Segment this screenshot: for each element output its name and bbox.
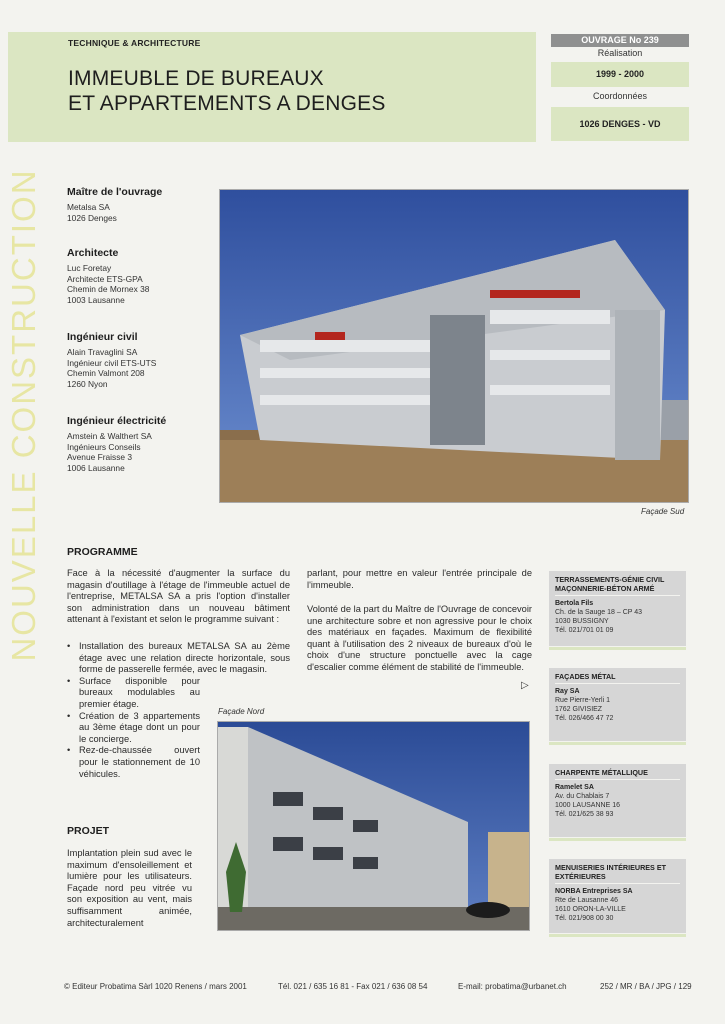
supplier-divider [549,742,686,745]
credit-role: Architecte [67,247,119,259]
credit-line: Alain Travaglini SA [67,347,138,357]
projet-text: Implantation plein sud avec le maximum d'ensoleillement et lumière pour les utilisateurs. Façade nord peu vitrée vu son exposition au vent, mais suffisamment animée, architecturalement [67,848,192,928]
supplier-line: Ch. de la Sauge 18 – CP 43 [555,609,643,616]
page-title [68,66,386,116]
supplier-menuiseries [549,859,686,933]
list-item: • Rez-de-chaussée ouvert pour le stationnement de 10 véhicules. [67,745,200,780]
supplier-charpente [549,764,686,837]
supplier-line: Tél. 021/908 00 30 [555,915,614,922]
supplier-line: Tél. 021/701 01 09 [555,627,614,634]
supplier-category: TERRASSEMENTS-GÉNIE CIVIL MAÇONNERIE-BÉTON ARMÉ [555,575,680,596]
list-item: • Surface disponible pour bureaux modulables au premier étage. [67,676,200,711]
heading-projet: PROJET [67,825,110,837]
heading-programme: PROGRAMME [67,546,138,558]
supplier-name: Ray SA [555,688,580,695]
credit-line: Chemin Valmont 208 [67,368,145,378]
supplier-category: FAÇADES MÉTAL [555,672,680,684]
section-tag: TECHNIQUE & ARCHITECTURE [68,38,201,48]
coordonnees-label: Coordonnées [592,91,648,101]
photo-facade-sud [219,189,689,503]
credit-role: Ingénieur civil [67,331,138,343]
realisation-value: 1999 - 2000 [551,62,689,87]
credit-line: 1003 Lausanne [67,294,125,305]
supplier-line: Rte de Lausanne 46 [555,897,619,904]
list-item: • Création de 3 appartements au 3ème étage dont un pour le concierge. [67,711,200,746]
supplier-line: Rue Pierre-Yerli 1 [555,697,610,704]
supplier-line: 1610 ORON-LA-VILLE [555,906,626,913]
credit-line: Architecte ETS-GPA [67,273,143,284]
caption-facade-sud: Façade Sud [641,507,685,516]
supplier-category: CHARPENTE MÉTALLIQUE [555,768,680,780]
programme-col2-p2: Volonté de la part du Maître de l'Ouvrage de concevoir une architecture sobre et non agressive pour le choix des matériaux en façades. Maximum de flexibilité quant à l'utilisation des 2 niveaux de bureaux d'où le choix d'une structure ponctuelle avec la cage d'escalier comme élément de stabilité de l'immeuble. [307,604,532,672]
credit-ingenieur-electricite [67,415,212,473]
credit-line: 1006 Lausanne [67,462,125,473]
credit-line: Chemin de Mornex 38 [67,284,150,294]
supplier-name: Bertola Fils [555,600,594,607]
credit-ingenieur-civil [67,331,212,389]
supplier-name: Ramelet SA [555,784,594,791]
credit-line: Ingénieur civil ETS-UTS [67,357,157,368]
supplier-divider [549,647,686,650]
credit-line: Ingénieurs Conseils [67,441,141,452]
footer-editor: © Editeur Probatima Sàrl 1020 Renens / mars 2001 [64,982,247,991]
caption-facade-nord: Façade Nord [218,707,265,716]
supplier-facades-metal [549,668,686,741]
credit-role: Maître de l'ouvrage [67,186,163,198]
supplier-line: Tél. 026/466 47 72 [555,715,614,722]
supplier-line: 1030 BUSSIGNY [555,618,609,625]
credit-line: Luc Foretay [67,263,112,273]
footer-phone: Tél. 021 / 635 16 81 - Fax 021 / 636 08 54 [278,982,428,991]
credit-architecte [67,247,212,305]
supplier-line: 1762 GIVISIEZ [555,706,603,713]
footer-reference: 252 / MR / BA / JPG / 129 [600,982,692,991]
programme-col2-p1: parlant, pour mettre en valeur l'entrée principale de l'immeuble. [307,568,532,590]
credit-line: 1260 Nyon [67,378,108,389]
supplier-divider [549,838,686,841]
supplier-line: Tél. 021/625 38 93 [555,811,614,818]
photo-facade-nord [217,721,530,931]
footer-email: E-mail: probatima@urbanet.ch [458,982,567,991]
continue-arrow-icon: ▷ [521,680,529,691]
ouvrage-number: OUVRAGE No 239 [551,34,689,47]
title-line-1: IMMEUBLE DE BUREAUX [68,67,324,90]
credit-line: 1026 Denges [67,212,117,223]
programme-intro: Face à la nécessité d'augmenter la surface du magasin d'outillage à l'étage de l'immeuble actuel de l'entreprise, METALSA SA a pris l'option d'installer son administration dans un nouveau bâtiment attenant à l'existant et selon le programme suivant : [67,568,290,625]
credit-line: Avenue Fraisse 3 [67,452,133,462]
list-item: • Installation des bureaux METALSA SA au 2ème étage avec une relation directe horizontale, sous forme de passerelle fermée, avec le magasin. [67,641,290,676]
supplier-line: Av. du Chablais 7 [555,793,610,800]
supplier-divider [549,934,686,937]
supplier-line: 1000 LAUSANNE 16 [555,802,620,809]
realisation-label: Réalisation [597,48,643,58]
credit-maitre-ouvrage [67,186,212,223]
supplier-name: NORBA Entreprises SA [555,888,633,895]
credit-role: Ingénieur électricité [67,415,167,427]
title-line-2: ET APPARTEMENTS A DENGES [68,92,386,115]
supplier-terrassements [549,571,686,646]
credit-line: Metalsa SA [67,202,110,212]
vertical-watermark: NOUVELLE CONSTRUCTION [5,168,42,662]
coordonnees-value: 1026 DENGES - VD [551,107,689,141]
credit-line: Amstein & Walthert SA [67,431,152,441]
supplier-category: MENUISERIES INTÉRIEURES ET EXTÉRIEURES [555,863,680,884]
